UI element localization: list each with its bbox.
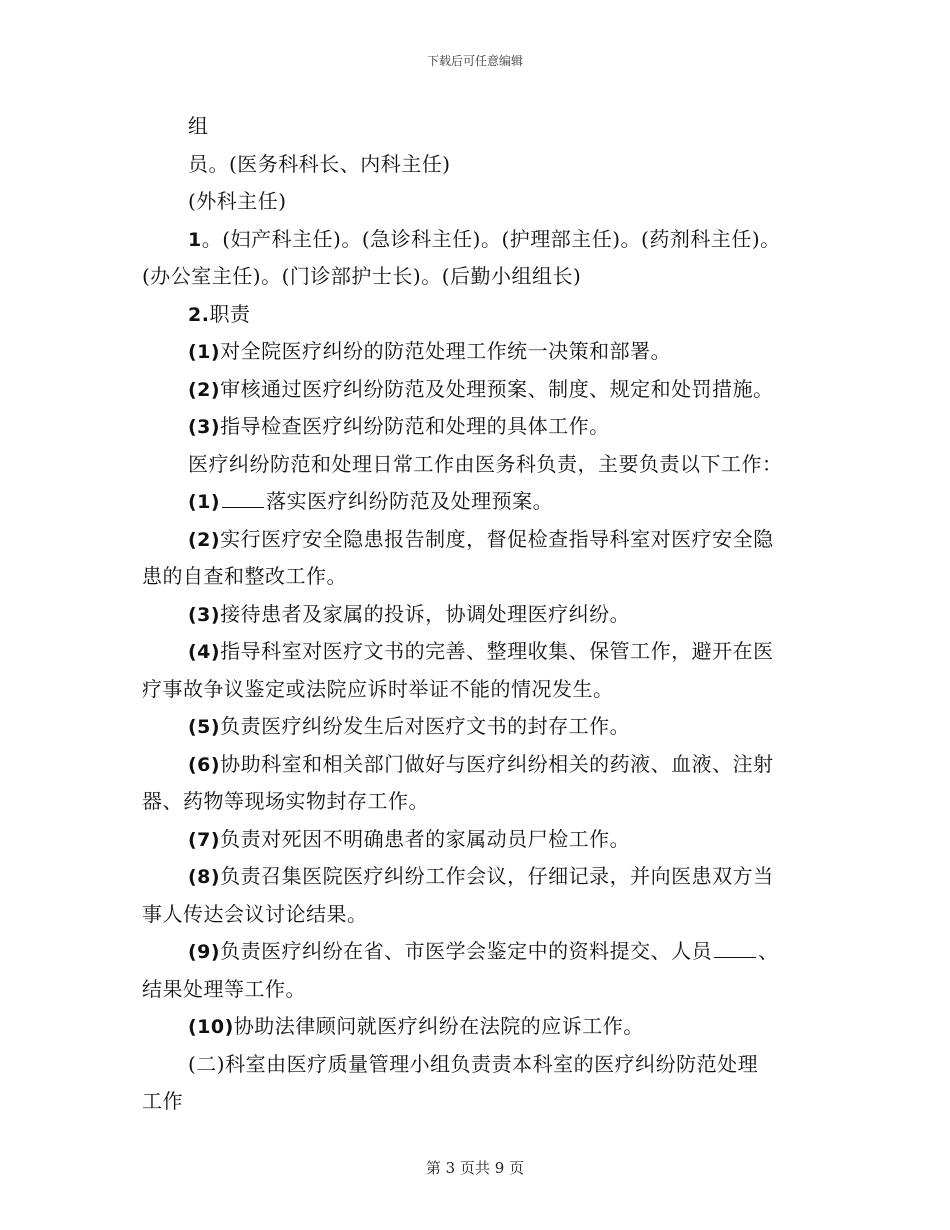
- item-number: (10): [188, 1016, 234, 1038]
- text-line: [142, 633, 812, 671]
- blank-underline: [714, 939, 756, 958]
- text-line: [142, 971, 812, 1009]
- section-heading: [142, 1046, 812, 1084]
- text-line: [142, 183, 812, 221]
- text: 组: [188, 114, 209, 138]
- text: 落实医疗纠纷防范及处理预案。: [266, 489, 554, 513]
- text: 员。(医务科科长、内科主任): [188, 151, 451, 176]
- item-number: (2): [188, 528, 221, 551]
- text-line: [142, 671, 812, 709]
- item-number: (9): [188, 941, 221, 963]
- text: (办公室主任)。(门诊部护士长)。(后勤小组组长): [142, 264, 582, 288]
- text-line: [142, 596, 812, 634]
- item-number: (1): [188, 491, 221, 513]
- text: 对全院医疗纠纷的防范处理工作统一决策和部署。: [220, 339, 672, 363]
- text-line: [142, 858, 812, 896]
- text: 工作: [142, 1089, 183, 1113]
- text-line: [142, 146, 812, 184]
- page-header-note: 下载后可任意编辑: [426, 54, 523, 68]
- text-line: [142, 1008, 812, 1046]
- item-number: (4): [188, 641, 221, 663]
- text: 医疗纠纷防范和处理日常工作由医务科负责，主要负责以下工作：: [188, 451, 783, 476]
- text: 负责医疗纠纷发生后对医疗文书的封存工作。: [220, 714, 631, 738]
- text-line: [142, 221, 812, 259]
- text-line: [142, 521, 812, 559]
- text: (二)科室由医疗质量管理小组负责责本科室的医疗纠纷防范处理: [188, 1051, 759, 1076]
- text-line: [142, 483, 812, 521]
- item-number: (5): [188, 716, 221, 738]
- text: (外科主任): [188, 189, 287, 213]
- item-number: (8): [188, 866, 221, 888]
- item-number: 1: [188, 228, 202, 251]
- text-line: [142, 896, 812, 934]
- item-number: (2): [188, 378, 221, 401]
- item-number: (1): [188, 341, 221, 363]
- text-line: [142, 783, 812, 821]
- item-number: 2.: [188, 303, 210, 326]
- item-number: (6): [188, 753, 221, 776]
- text: 事人传达会议讨论结果。: [142, 901, 368, 926]
- item-number: (3): [188, 603, 221, 626]
- page-footer-number: 第 3 页共 9 页: [425, 1159, 525, 1177]
- text: 、: [758, 939, 779, 963]
- text: 负责召集医院医疗纠纷工作会议，仔细记录，并向医患双方当: [220, 864, 774, 888]
- document-body: [142, 108, 812, 1121]
- text: 器、药物等现场实物封存工作。: [142, 789, 429, 813]
- text: 疗事故争议鉴定或法院应诉时举证不能的情况发生。: [142, 676, 614, 701]
- section-heading: [142, 296, 812, 334]
- item-number: (3): [188, 416, 221, 438]
- text: 患的自查和整改工作。: [142, 564, 347, 588]
- text-line: [142, 1083, 812, 1121]
- item-number: (7): [188, 828, 221, 851]
- text: 职责: [209, 301, 251, 326]
- text: 接待患者及家属的投诉，协调处理医疗纠纷。: [220, 601, 631, 626]
- text-line: [142, 371, 812, 409]
- text: 指导检查医疗纠纷防范和处理的具体工作。: [220, 414, 610, 438]
- text: 。(妇产科主任)。(急诊科主任)。(护理部主任)。(药剂科主任)。: [201, 226, 781, 251]
- text-line: [142, 558, 812, 596]
- text: 协助法律顾问就医疗纠纷在法院的应诉工作。: [233, 1014, 644, 1038]
- text-line: [142, 108, 812, 146]
- text-line: [142, 821, 812, 859]
- text-line: [142, 746, 812, 784]
- text: 负责医疗纠纷在省、市医学会鉴定中的资料提交、人员: [220, 939, 713, 963]
- text-line: [142, 933, 812, 971]
- text-line: [142, 708, 812, 746]
- blank-underline: [222, 489, 264, 508]
- text-line: [142, 333, 812, 371]
- text: 结果处理等工作。: [142, 976, 306, 1001]
- text: 实行医疗安全隐患报告制度，督促检查指导科室对医疗安全隐: [220, 526, 774, 551]
- text: 协助科室和相关部门做好与医疗纠纷相关的药液、血液、注射: [220, 751, 774, 776]
- text-line: [142, 446, 812, 484]
- text-line: [142, 408, 812, 446]
- text: 负责对死因不明确患者的家属动员尸检工作。: [220, 826, 631, 851]
- text: 审核通过医疗纠纷防范及处理预案、制度、规定和处罚措施。: [220, 376, 774, 401]
- text-line: [142, 258, 812, 296]
- text: 指导科室对医疗文书的完善、整理收集、保管工作，避开在医: [220, 639, 774, 663]
